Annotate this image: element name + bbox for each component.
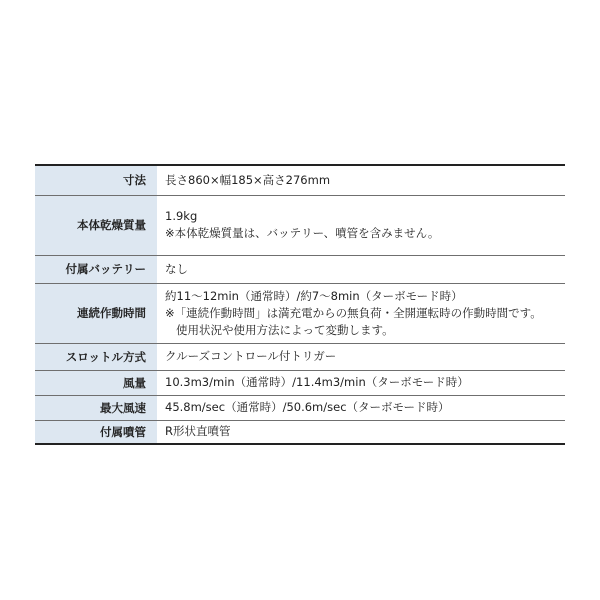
spec-value-airflow: 10.3m3/min（通常時）/11.4m3/min（ターボモード時） [157,370,565,395]
runtime-value: 約11〜12min（通常時）/約7〜8min（ターボモード時） [165,288,463,303]
spec-label-throttle: スロットル方式 [35,343,157,370]
runtime-note-continued: 使用状況や使用方法によって変動します。 [176,322,394,337]
spec-label-airflow: 風量 [35,370,157,395]
spec-value-weight [157,195,565,255]
spec-label-runtime: 連続作動時間 [35,283,157,343]
spec-row-battery [35,255,565,283]
spec-table [35,164,565,445]
runtime-note: ※「連続作動時間」は満充電からの無負荷・全開運転時の作動時間です。 [165,305,542,320]
spec-value-airspeed: 45.8m/sec（通常時）/50.6m/sec（ターボモード時） [157,395,565,420]
spec-label-size: 寸法 [35,165,157,195]
spec-value-nozzle: R形状直噴管 [157,420,565,444]
spec-label-battery: 付属バッテリー [35,255,157,283]
spec-row-airspeed [35,395,565,420]
spec-row-size [35,165,565,195]
weight-value: 1.9kg [165,209,198,223]
spec-value-runtime [157,283,565,343]
spec-row-nozzle [35,420,565,444]
weight-note: ※本体乾燥質量は、バッテリー、噴管を含みません。 [165,226,440,240]
spec-row-throttle [35,343,565,370]
spec-row-airflow [35,370,565,395]
spec-label-nozzle: 付属噴管 [35,420,157,444]
spec-label-airspeed: 最大風速 [35,395,157,420]
spec-row-weight [35,195,565,255]
spec-value-battery: なし [157,255,565,283]
spec-label-weight: 本体乾燥質量 [35,195,157,255]
spec-row-runtime [35,283,565,343]
spec-value-throttle: クルーズコントロール付トリガー [157,343,565,370]
spec-value-size: 長さ860×幅185×高さ276mm [157,165,565,195]
